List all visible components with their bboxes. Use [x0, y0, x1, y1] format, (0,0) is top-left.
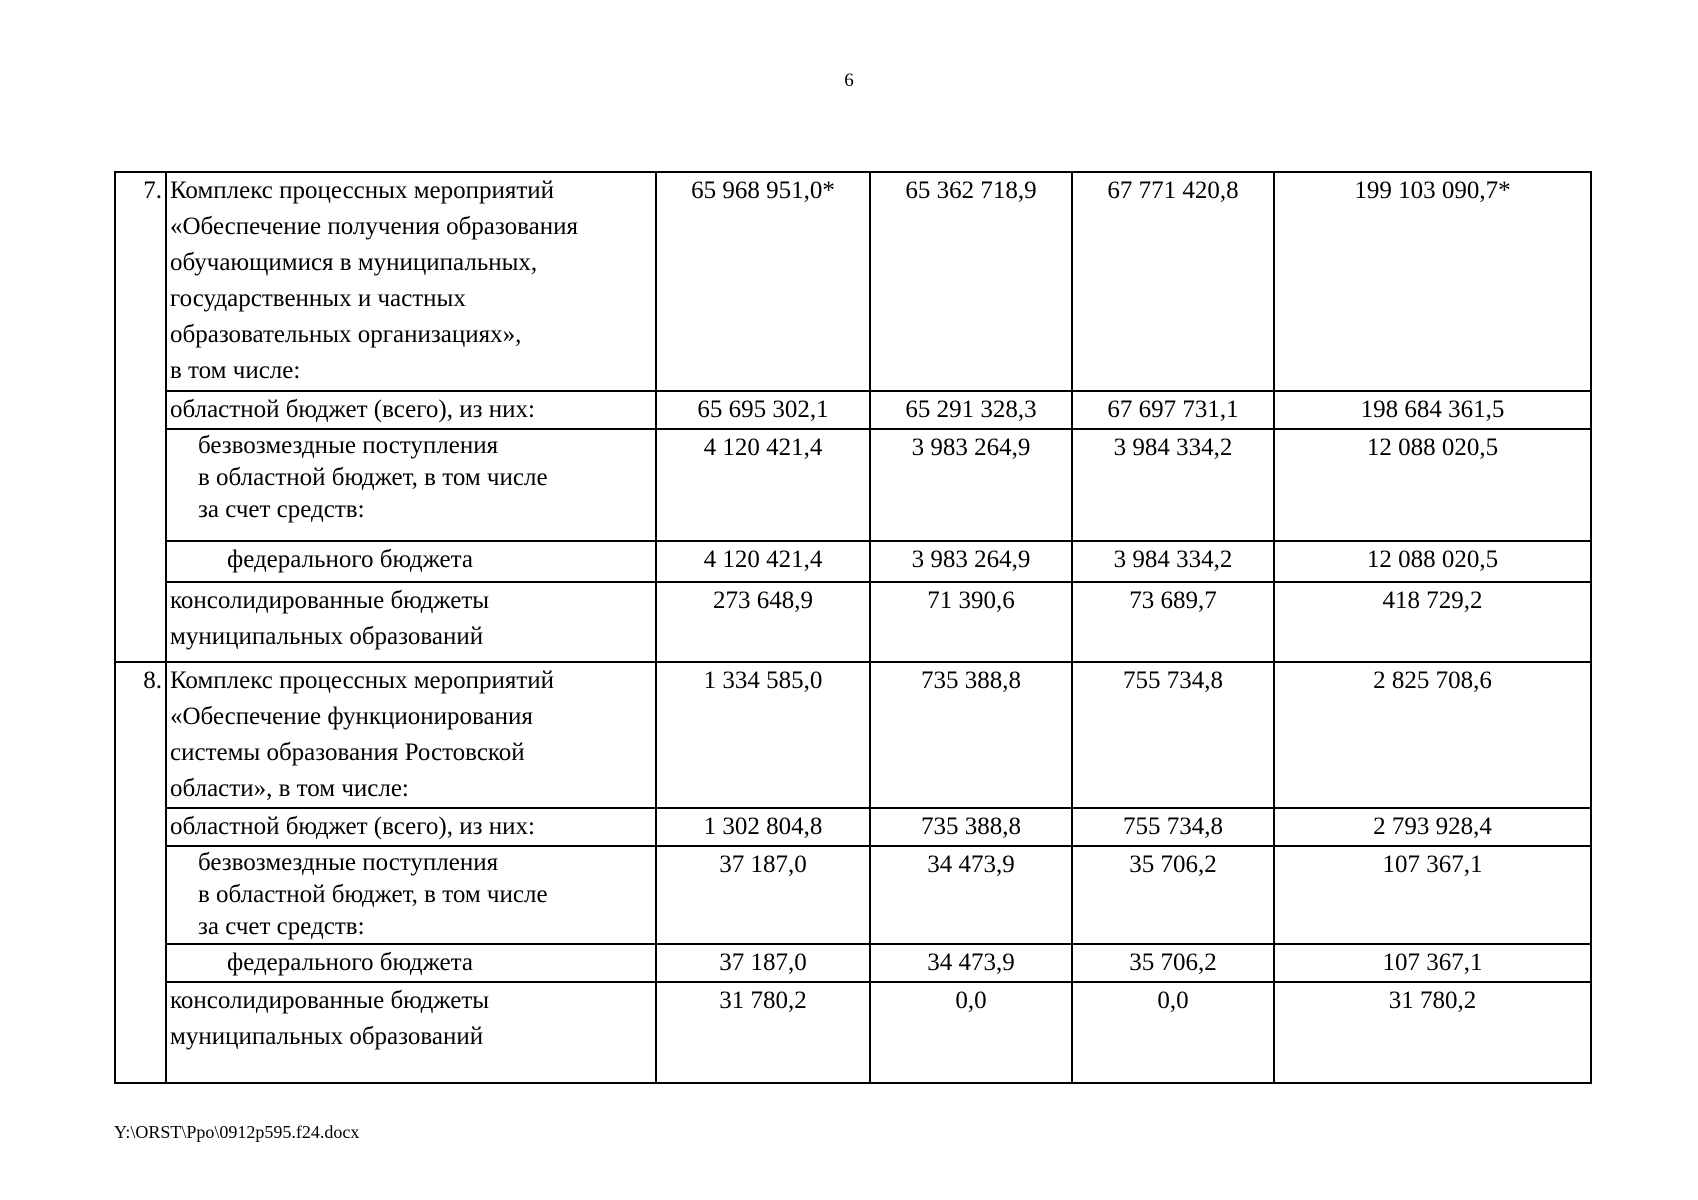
row-label: Комплекс процессных мероприятий «Обеспечение функционирования системы образования Ростовской области», в том числе:: [166, 662, 656, 808]
value-cell: 34 473,9: [870, 846, 1072, 944]
value-cell: 12 088 020,5: [1274, 429, 1591, 541]
value-cell: 4 120 421,4: [656, 541, 870, 582]
value-cell: 3 983 264,9: [870, 541, 1072, 582]
table-row: [115, 662, 1591, 808]
value-cell: 2 793 928,4: [1274, 808, 1591, 846]
value-cell: 3 984 334,2: [1072, 541, 1274, 582]
value-cell: 65 968 951,0*: [656, 172, 870, 391]
value-cell: 12 088 020,5: [1274, 541, 1591, 582]
table-row: [115, 172, 1591, 391]
value-cell: 67 697 731,1: [1072, 391, 1274, 429]
value-cell: 65 695 302,1: [656, 391, 870, 429]
row-label: областной бюджет (всего), из них:: [166, 391, 656, 429]
value-cell: 735 388,8: [870, 808, 1072, 846]
value-cell: 65 362 718,9: [870, 172, 1072, 391]
value-cell: 65 291 328,3: [870, 391, 1072, 429]
value-cell: 0,0: [1072, 982, 1274, 1083]
budget-table: [114, 171, 1592, 1084]
value-cell: 2 825 708,6: [1274, 662, 1591, 808]
value-cell: 34 473,9: [870, 944, 1072, 982]
table-row: [115, 391, 1591, 429]
value-cell: 71 390,6: [870, 582, 1072, 662]
table-row: [115, 944, 1591, 982]
table-row: [115, 982, 1591, 1083]
footer-file-path: Y:\ORST\Ppo\0912p595.f24.docx: [114, 1122, 360, 1142]
value-cell: 73 689,7: [1072, 582, 1274, 662]
row-label: консолидированные бюджеты муниципальных образований: [166, 982, 656, 1083]
value-cell: 35 706,2: [1072, 944, 1274, 982]
value-cell: 418 729,2: [1274, 582, 1591, 662]
table-row: [115, 429, 1591, 541]
value-cell: 107 367,1: [1274, 846, 1591, 944]
table-row: [115, 846, 1591, 944]
row-label: областной бюджет (всего), из них:: [166, 808, 656, 846]
row-label: федерального бюджета: [166, 944, 656, 982]
row-label: Комплекс процессных мероприятий «Обеспечение получения образования обучающимися в муниципальных, государственных и частных образовательных организациях», в том числе:: [166, 172, 656, 391]
value-cell: 3 984 334,2: [1072, 429, 1274, 541]
table-row: [115, 582, 1591, 662]
value-cell: 1 302 804,8: [656, 808, 870, 846]
value-cell: 1 334 585,0: [656, 662, 870, 808]
row-label: безвозмездные поступления в областной бюджет, в том числе за счет средств:: [166, 429, 656, 541]
row-label: консолидированные бюджеты муниципальных образований: [166, 582, 656, 662]
value-cell: 107 367,1: [1274, 944, 1591, 982]
table-row: [115, 808, 1591, 846]
row-index: 7.: [115, 172, 166, 662]
value-cell: 4 120 421,4: [656, 429, 870, 541]
row-label: безвозмездные поступления в областной бюджет, в том числе за счет средств:: [166, 846, 656, 944]
value-cell: 37 187,0: [656, 944, 870, 982]
value-cell: 35 706,2: [1072, 846, 1274, 944]
row-index: 8.: [115, 662, 166, 1083]
value-cell: 67 771 420,8: [1072, 172, 1274, 391]
value-cell: 3 983 264,9: [870, 429, 1072, 541]
value-cell: 37 187,0: [656, 846, 870, 944]
table-row: [115, 541, 1591, 582]
row-label: федерального бюджета: [166, 541, 656, 582]
value-cell: 0,0: [870, 982, 1072, 1083]
value-cell: 273 648,9: [656, 582, 870, 662]
value-cell: 31 780,2: [1274, 982, 1591, 1083]
value-cell: 755 734,8: [1072, 808, 1274, 846]
value-cell: 198 684 361,5: [1274, 391, 1591, 429]
value-cell: 735 388,8: [870, 662, 1072, 808]
page-number: 6: [844, 70, 854, 91]
value-cell: 199 103 090,7*: [1274, 172, 1591, 391]
value-cell: 755 734,8: [1072, 662, 1274, 808]
value-cell: 31 780,2: [656, 982, 870, 1083]
